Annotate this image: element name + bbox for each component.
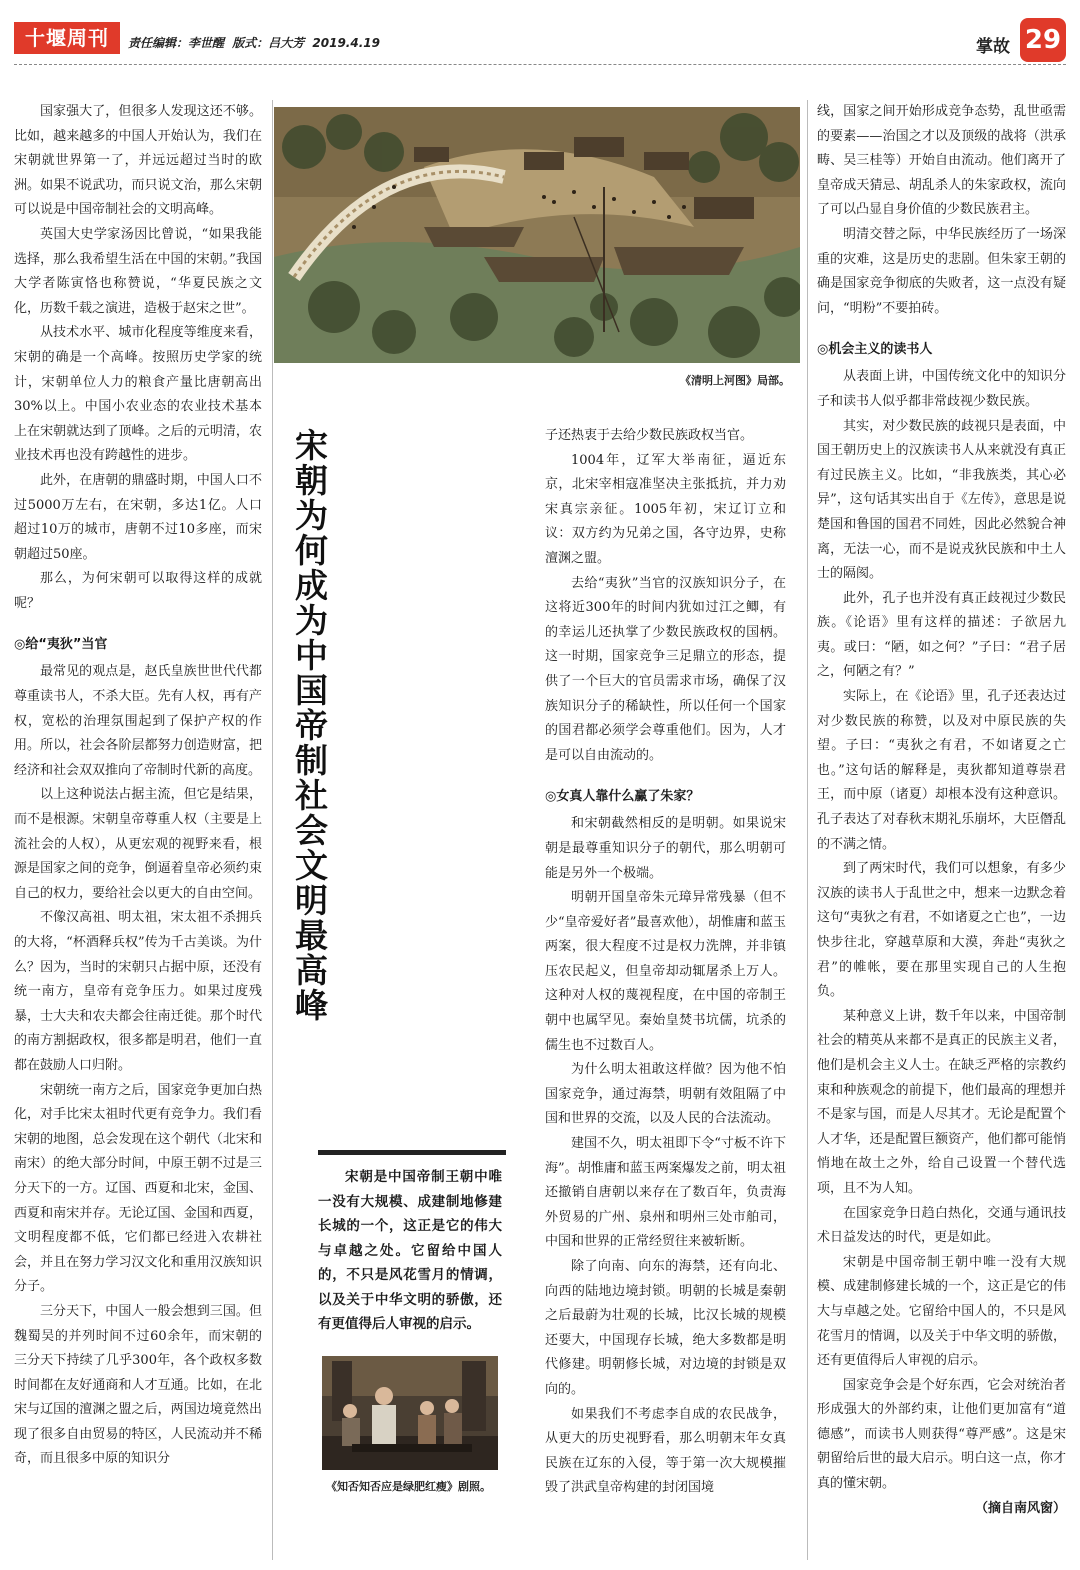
paragraph: 到了两宋时代，我们可以想象，有多少汉族的读书人于乱世之中，想来一边默念着这句“夷狄之有君，不如诸夏之亡也”，一边快步往北，穿越草原和大漠，奔赴“夷狄之君”的帷帐，要在那里实现自己的人生抱负。 [817,861,1066,1000]
subheading: ◎女真人靠什么赢了朱家？ [545,789,700,805]
paragraph: 线，国家之间开始形成竞争态势，乱世亟需的要素——治国之才以及顶级的战将（洪承畴、吴三桂等）开始自由流动。他们离开了皇帝成天猜忌、胡乱杀人的朱家政权，流向了可以凸显自身价值的少数民族君主。 [817,104,1066,218]
paragraph: 最常见的观点是，赵氏皇族世世代代都尊重读书人，不杀大臣。先有人权，再有产权，宽松的治理氛围起到了保护产权的作用。所以，社会各阶层都努力创造财富，把经济和社会双双推向了帝制时代新的高度。 [14,664,262,778]
paragraph: 宋朝统一南方之后，国家竞争更加白热化，对手比宋太祖时代更有竞争力。我们看宋朝的地图，总会发现在这个朝代（北宋和南宋）的绝大部分时间，中原王朝不过是三分天下的一方。辽国、西夏和北宋，金国、西夏和南宋并存。无论辽国、金国和西夏，文明程度都不低，它们都已经进入农耕社会，并且在努力学习汉文化和重用汉族知识分子。 [14,1082,262,1295]
subheading: ◎给“夷狄”当官 [14,637,108,653]
paragraph: 此外，在唐朝的鼎盛时期，中国人口不过5000万左右，在宋朝，多达1亿。人口超过10万的城市，唐朝不过10多座，而宋朝超过50座。 [14,472,262,562]
article-column-3 [545,424,786,1501]
paragraph: 明清交替之际，中华民族经历了一场深重的灾难，这是历史的悲剧。但朱家王朝的确是国家竞争彻底的失败者，这一点没有疑问，“明粉”不要拍砖。 [817,226,1066,316]
photo-caption: 《知否知否应是绿肥红瘦》剧照。 [326,1480,491,1493]
paragraph: 去给“夷狄”当官的汉族知识分子，在这将近300年的时间内犹如过江之鲫，有的幸运儿还执掌了少数民族政权的国柄。这一时期，国家竞争三足鼎立的形态，提供了一个巨大的官员需求市场，确保了汉族知识分子的稀缺性，所以任何一个国家的国君都必须学会尊重他们。因为，人才是可以自由流动的。 [545,575,786,763]
paragraph: 宋朝是中国帝制王朝中唯一没有大规模、成建制修建长城的一个，这正是它的伟大与卓越之处。它留给中国人的，不只是风花雪月的情调，以及关于中华文明的骄傲，还有更值得后人审视的启示。 [817,1254,1066,1369]
paragraph: 1004年，辽军大举南征，逼近东京，北宋宰相寇准坚决主张抵抗，并力劝宋真宗亲征。1005年初，宋辽订立和议：双方约为兄弟之国，各守边界，史称澶渊之盟。 [545,452,786,566]
paragraph: 国家强大了，但很多人发现这还不够。比如，越来越多的中国人开始认为，我们在宋朝就世界第一了，并远远超过当时的欧洲。如果不说武功，而只说文治，那么宋朝可以说是中国帝制社会的文明高峰。 [14,104,262,218]
header-rule [14,64,1066,65]
paragraph: 某种意义上讲，数千年以来，中国帝制社会的精英从来都不是真正的民族主义者，他们是机会主义人士。在缺乏严格的宗教约束和种族观念的前提下，他们最高的理想并不是家与国，而是人尽其才。无论是配置个人才华，还是配置巨额资产，他们都可能悄悄地在故土之外，给自己设置一个替代选项，且不为人知。 [817,1008,1066,1196]
paragraph: 以上这种说法占据主流，但它是结果，而不是根源。宋朝皇帝尊重人权（主要是上流社会的人权），从更宏观的视野来看，根源是国家之间的竞争，倒逼着皇帝必须约束自己的权力，要给社会以更大的自由空间。 [14,787,262,901]
paragraph: 建国不久，明太祖即下令“寸板不许下海”。胡惟庸和蓝玉两案爆发之前，明太祖还撤销自唐朝以来存在了数百年，负责海外贸易的广州、泉州和明州三处市舶司，中国和世界的正常经贸往来被斩断。 [545,1136,786,1250]
pullquote-rule [318,1150,506,1155]
pullquote-text: 宋朝是中国帝制王朝中唯一没有大规模、成建制地修建长城的一个，这正是它的伟大与卓越之处。它留给中国人的，不只是风花雪月的情调，以及关于中华文明的骄傲，还有更值得后人审视的启示。 [318,1169,502,1332]
paragraph: 从技术水平、城市化程度等维度来看，宋朝的确是一个高峰。按照历史学家的统计，宋朝单位人力的粮食产量比唐朝高出30%以上。中国小农业态的农业技术基本上在宋朝就达到了顶峰。之后的元明清，农业技术再也没有跨越性的进步。 [14,325,262,464]
qingming-painting-image [274,107,800,363]
article-headline: 宋朝为何成为中国帝制社会文明最高峰 [290,428,329,1023]
drama-still-image [322,1356,498,1470]
article-column-1 [14,100,262,1472]
paragraph: 明朝开国皇帝朱元璋异常残暴（但不少“皇帝爱好者”最喜欢他），胡惟庸和蓝玉两案，很大程度不过是权力洗牌，并非镇压农民起义，但皇帝却动辄屠杀上万人。这种对人权的蔑视程度，在中国的帝制王朝中也属罕见。秦始皇焚书坑儒，坑杀的儒生也不过数百人。 [545,890,786,1053]
source-credit: （摘自南风窗） [974,1500,1066,1516]
photo-caption: 《清明上河图》局部。 [680,374,790,387]
paragraph: 英国大史学家汤因比曾说，“如果我能选择，那么我希望生活在中国的宋朝。”我国大学者陈寅恪也称赞说，“华夏民族之文化，历数千载之演进，造极于赵宋之世”。 [14,226,262,316]
paragraph: 其实，对少数民族的歧视只是表面，中国王朝历史上的汉族读书人从来就没有真正有过民族主义。比如，“非我族类，其心必异”，这句话其实出自于《左传》，意思是说楚国和鲁国的国君不同姓，因此必然貌合神离，无法一心，而不是说戎狄民族和中土人士的隔阂。 [817,418,1066,582]
paragraph: 那么，为何宋朝可以取得这样的成就呢？ [14,571,262,611]
pullquote [318,1165,502,1337]
article-column-4 [817,100,1066,1521]
paragraph: 在国家竞争日趋白热化，交通与通讯技术日益发达的时代，更是如此。 [817,1205,1066,1246]
painting-illustration [274,107,800,363]
paragraph: 为什么明太祖敢这样做？因为他不怕国家竞争，通过海禁，明朝有效阻隔了中国和世界的交流，以及人民的合法流动。 [545,1062,786,1127]
issue-date: 2019.4.19 [312,36,380,50]
paragraph: 和宋朝截然相反的是明朝。如果说宋朝是最尊重知识分子的朝代，那么明朝可能是另外一个极端。 [545,816,786,881]
subheading: ◎机会主义的读书人 [817,342,933,358]
drama-still-illustration [322,1356,498,1470]
page-number: 29 [1020,18,1066,62]
paragraph: 从表面上讲，中国传统文化中的知识分子和读书人似乎都非常歧视少数民族。 [817,369,1066,409]
column-divider [807,100,808,1560]
section-name: 掌故 [976,37,1010,57]
paragraph: 如果我们不考虑李自成的农民战争，从更大的历史视野看，那么明朝末年女真民族在辽东的入侵，等于第一次大规模摧毁了洪武皇帝构建的封闭国境 [545,1406,786,1496]
page-header [14,18,1066,66]
newspaper-brand: 十堰周刊 [14,22,120,54]
editor-credit: 责任编辑：李世醒 [128,36,225,50]
paragraph: 不像汉高祖、明太祖，宋太祖不杀拥兵的大将，“杯酒释兵权”传为千古美谈。为什么？因为，当时的宋朝只占据中原，还没有统一南方，皇帝有竞争压力。如果过度残暴，士大夫和农夫都会往南迁徙。那个时代的南方割据政权，很多都是明君，他们一直都在鼓励人口归附。 [14,910,262,1073]
paragraph: 除了向南、向东的海禁，还有向北、向西的陆地边境封锁。明朝的长城是秦朝之后最蔚为壮观的长城，比汉长城的规模还要大，中国现存长城，绝大多数都是明代修建。明朝修长城，对边境的封锁是双向的。 [545,1259,786,1397]
paragraph: 实际上，在《论语》里，孔子还表达过对少数民族的称赞，以及对中原民族的失望。子曰：“夷狄之有君，不如诸夏之亡也。”这句话的解释是，夷狄都知道尊崇君王，而中原（诸夏）却根本没有这种意识。孔子表达了对春秋末期礼乐崩坏，大臣僭乱的不满之情。 [817,689,1066,852]
paragraph: 子还热衷于去给少数民族政权当官。 [545,428,754,443]
layout-credit: 版式：吕大芳 [232,36,305,50]
column-divider [272,100,273,1560]
paragraph: 国家竞争会是个好东西，它会对统治者形成强大的外部约束，让他们更加富有“道德感”，而读书人则获得“尊严感”。这是宋朝留给后世的最大启示。明白这一点，你才真的懂宋朝。 [817,1377,1066,1492]
credits-line [128,34,384,51]
paragraph: 三分天下，中国人一般会想到三国。但魏蜀吴的并列时间不过60余年，而宋朝的三分天下持续了几乎300年，各个政权多数时间都在友好通商和人才互通。比如，在北宋与辽国的澶渊之盟之后，两国边境竟然出现了很多自由贸易的特区，人民流动并不稀奇，而且很多中原的知识分 [14,1303,262,1467]
paragraph: 此外，孔子也并没有真正歧视过少数民族。《论语》里有这样的描述：子欲居九夷。或曰：“陋，如之何？”子曰：“君子居之，何陋之有？” [817,590,1066,680]
